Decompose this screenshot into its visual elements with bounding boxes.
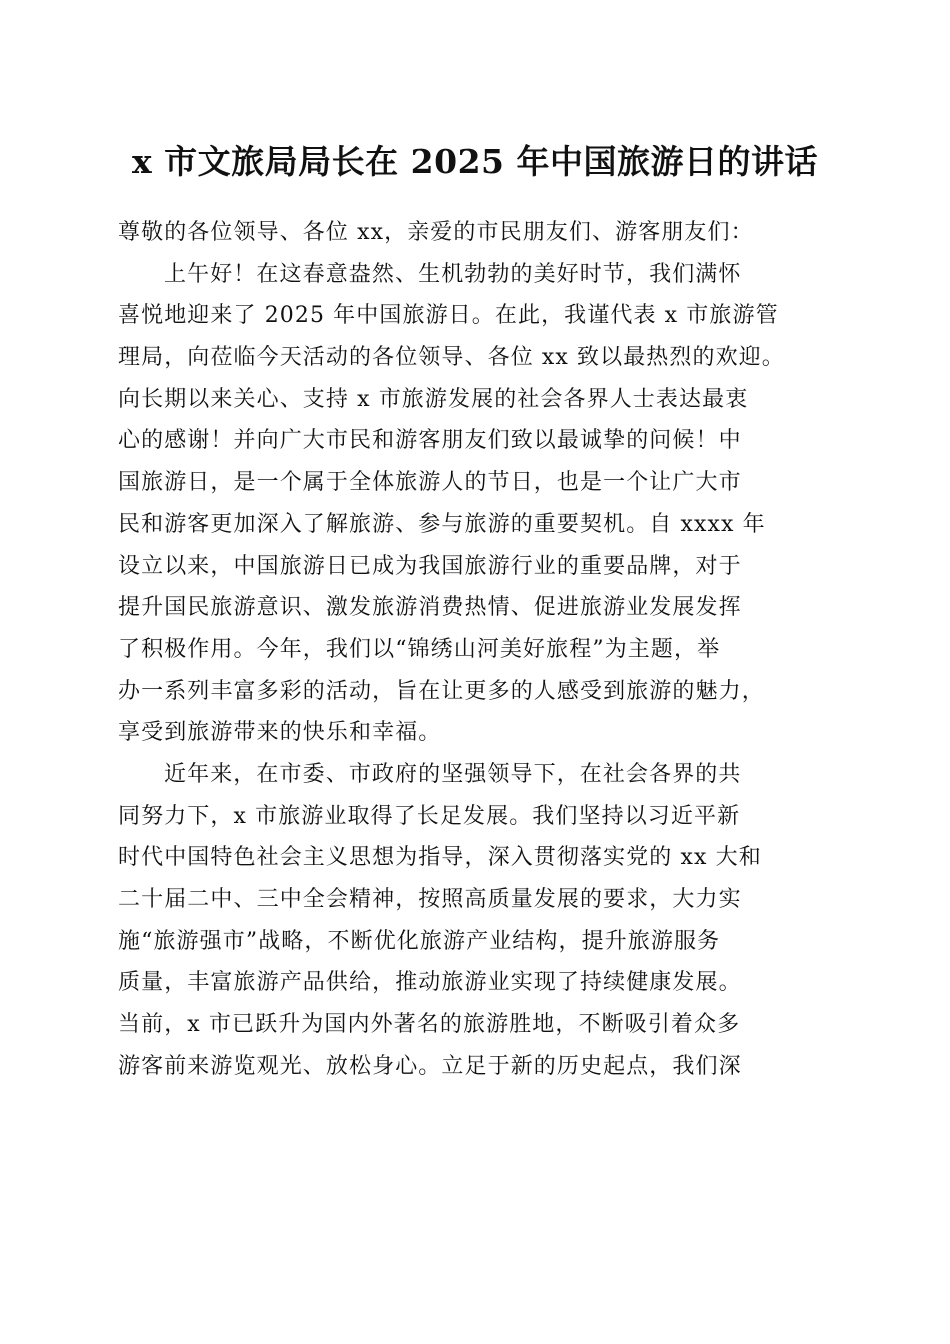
text-line: 设立以来，中国旅游日已成为我国旅游行业的重要品牌，对于 bbox=[118, 553, 742, 579]
text-line: 近年来，在市委、市政府的坚强领导下，在社会各界的共 bbox=[164, 761, 742, 787]
document-title: x 市文旅局局长在 2025 年中国旅游日的讲话 bbox=[132, 142, 818, 181]
text-line: 理局，向莅临今天活动的各位领导、各位 xx 致以最热烈的欢迎。 bbox=[118, 345, 785, 371]
text-line: 国旅游日，是一个属于全体旅游人的节日，也是一个让广大市 bbox=[118, 470, 742, 496]
text-line: 民和游客更加深入了解旅游、参与旅游的重要契机。自 xxxx 年 bbox=[118, 511, 766, 537]
text-line: 当前，x 市已跃升为国内外著名的旅游胜地，不断吸引着众多 bbox=[118, 1012, 741, 1038]
text-line: 提升国民旅游意识、激发旅游消费热情、促进旅游业发展发挥 bbox=[118, 595, 742, 621]
text-line: 向长期以来关心、支持 x 市旅游发展的社会各界人士表达最衷 bbox=[118, 386, 749, 412]
document-body bbox=[118, 212, 838, 1087]
text-line: 施“旅游强市”战略，不断优化旅游产业结构，提升旅游服务 bbox=[118, 928, 721, 954]
text-line: 尊敬的各位领导、各位 xx，亲爱的市民朋友们、游客朋友们： bbox=[118, 220, 754, 245]
text-line: 游客前来游览观光、放松身心。立足于新的历史起点，我们深 bbox=[118, 1053, 742, 1079]
text-line: 同努力下，x 市旅游业取得了长足发展。我们坚持以习近平新 bbox=[118, 803, 741, 829]
text-line: 办一系列丰富多彩的活动，旨在让更多的人感受到旅游的魅力， bbox=[118, 678, 765, 704]
text-line: 质量，丰富旅游产品供给，推动旅游业实现了持续健康发展。 bbox=[118, 970, 742, 996]
text-line: 喜悦地迎来了 2025 年中国旅游日。在此，我谨代表 x 市旅游管 bbox=[118, 303, 779, 329]
text-line: 上午好！在这春意盎然、生机勃勃的美好时节，我们满怀 bbox=[164, 261, 742, 287]
text-line: 了积极作用。今年，我们以“锦绣山河美好旅程”为主题，举 bbox=[118, 636, 721, 662]
text-line: 享受到旅游带来的快乐和幸福。 bbox=[118, 720, 442, 746]
text-line: 二十届二中、三中全会精神，按照高质量发展的要求，大力实 bbox=[118, 887, 742, 912]
text-line: 时代中国特色社会主义思想为指导，深入贯彻落实党的 xx 大和 bbox=[118, 845, 762, 871]
text-line: 心的感谢！并向广大市民和游客朋友们致以最诚挚的问候！中 bbox=[118, 428, 742, 454]
